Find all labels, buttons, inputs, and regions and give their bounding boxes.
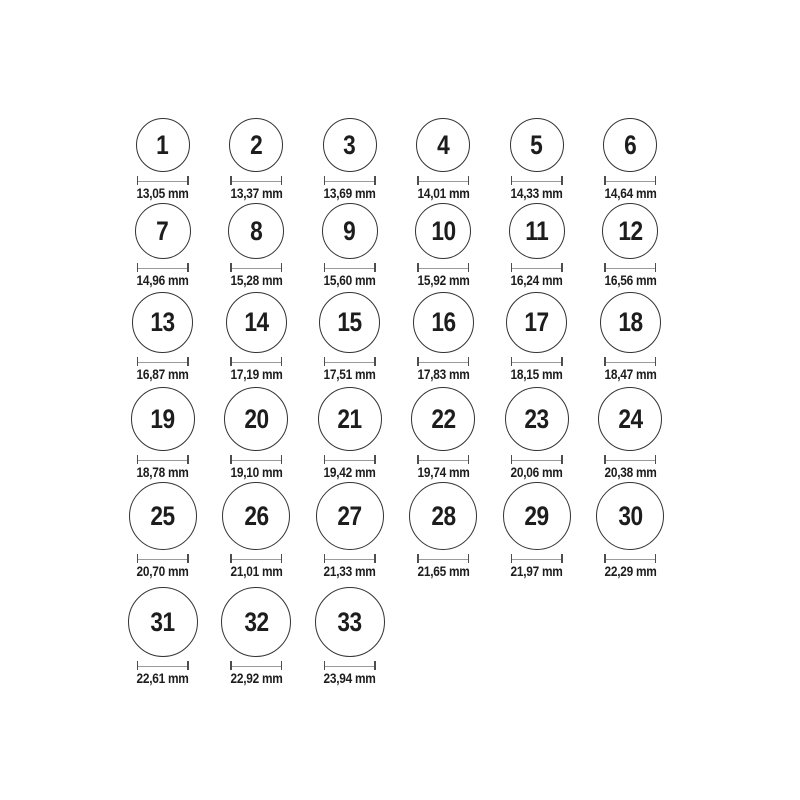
ring-size-cell <box>397 118 491 203</box>
diameter-measure <box>137 554 189 563</box>
size-circle <box>503 482 571 550</box>
size-circle <box>135 203 191 259</box>
size-circle <box>316 482 384 550</box>
diameter-label: 13,05 mm <box>136 186 189 201</box>
diameter-measure <box>324 455 376 464</box>
measure-tick-left <box>604 357 606 366</box>
diameter-label: 16,87 mm <box>136 367 189 382</box>
measure-tick-left <box>137 263 139 272</box>
measure-tick-right <box>281 263 283 272</box>
measure-tick-left <box>604 176 606 185</box>
diameter-measure <box>324 176 376 185</box>
measure-tick-right <box>281 554 283 563</box>
diameter-measure <box>324 554 376 563</box>
measure-line <box>137 181 189 183</box>
diameter-label: 13,37 mm <box>230 186 283 201</box>
size-number: 18 <box>618 307 643 337</box>
diameter-measure <box>137 263 189 272</box>
ring-size-cell <box>490 482 584 587</box>
measure-tick-right <box>561 455 563 464</box>
measure-tick-left <box>324 357 326 366</box>
diameter-measure <box>137 357 189 366</box>
measure-tick-left <box>417 357 419 366</box>
measure-tick-left <box>230 357 232 366</box>
diameter-measure <box>604 263 656 272</box>
measure-line <box>511 181 563 183</box>
diameter-label: 20,70 mm <box>136 564 189 579</box>
diameter-label: 22,92 mm <box>230 671 283 686</box>
measure-line <box>324 362 376 364</box>
measure-line <box>324 460 376 462</box>
size-number: 31 <box>150 606 175 637</box>
diameter-label: 14,96 mm <box>136 273 189 288</box>
size-number: 25 <box>150 500 175 531</box>
measure-line <box>511 460 563 462</box>
measure-tick-left <box>511 455 513 464</box>
measure-line <box>604 362 656 364</box>
diameter-label: 19,42 mm <box>323 465 376 480</box>
ring-size-cell <box>397 203 491 292</box>
size-circle <box>506 292 567 353</box>
chart-row <box>116 587 800 693</box>
diameter-measure <box>230 554 282 563</box>
measure-tick-right <box>655 357 657 366</box>
measure-tick-left <box>137 661 139 670</box>
size-circle <box>129 482 197 550</box>
diameter-measure <box>604 455 656 464</box>
measure-line <box>230 181 282 183</box>
size-circle <box>603 118 657 172</box>
diameter-label: 23,94 mm <box>323 671 376 686</box>
diameter-measure <box>230 455 282 464</box>
ring-size-cell <box>397 387 491 482</box>
diameter-measure <box>417 263 469 272</box>
size-circle <box>319 292 380 353</box>
size-number: 32 <box>244 606 269 637</box>
ring-size-cell <box>210 587 304 693</box>
diameter-label: 15,60 mm <box>323 273 376 288</box>
measure-tick-left <box>604 263 606 272</box>
size-number: 4 <box>437 129 450 160</box>
size-circle <box>128 587 198 657</box>
diameter-label: 21,65 mm <box>417 564 470 579</box>
measure-tick-right <box>374 455 376 464</box>
diameter-label: 17,19 mm <box>230 367 283 382</box>
measure-tick-right <box>187 554 189 563</box>
size-number: 15 <box>337 307 362 337</box>
measure-tick-left <box>417 176 419 185</box>
measure-line <box>324 181 376 183</box>
ring-size-cell <box>303 482 397 587</box>
measure-tick-left <box>417 554 419 563</box>
size-circle <box>318 387 382 451</box>
measure-tick-left <box>230 263 232 272</box>
size-circle <box>222 482 290 550</box>
diameter-label: 21,97 mm <box>510 564 563 579</box>
diameter-label: 14,01 mm <box>417 186 470 201</box>
diameter-measure <box>604 554 656 563</box>
measure-tick-left <box>417 455 419 464</box>
diameter-measure <box>511 554 563 563</box>
diameter-label: 18,15 mm <box>510 367 563 382</box>
measure-tick-left <box>511 263 513 272</box>
measure-tick-left <box>324 176 326 185</box>
measure-tick-left <box>511 176 513 185</box>
ring-size-cell <box>303 587 397 693</box>
measure-line <box>137 460 189 462</box>
diameter-label: 17,51 mm <box>323 367 376 382</box>
size-number: 28 <box>431 500 456 531</box>
size-number: 10 <box>431 215 456 246</box>
measure-line <box>604 460 656 462</box>
measure-tick-right <box>374 263 376 272</box>
ring-size-cell <box>584 387 678 482</box>
measure-tick-right <box>655 263 657 272</box>
diameter-measure <box>511 176 563 185</box>
measure-tick-left <box>604 455 606 464</box>
size-number: 17 <box>524 307 549 337</box>
diameter-measure <box>137 176 189 185</box>
measure-tick-left <box>137 176 139 185</box>
measure-line <box>511 362 563 364</box>
size-circle <box>602 203 658 259</box>
size-number: 16 <box>431 307 456 337</box>
size-number: 9 <box>343 215 356 246</box>
ring-size-cell <box>397 292 491 387</box>
ring-size-cell <box>210 387 304 482</box>
diameter-measure <box>324 263 376 272</box>
measure-tick-right <box>374 661 376 670</box>
measure-line <box>417 559 469 561</box>
measure-tick-left <box>230 455 232 464</box>
diameter-label: 16,24 mm <box>510 273 563 288</box>
chart-row <box>116 203 800 292</box>
measure-tick-left <box>230 661 232 670</box>
measure-tick-right <box>281 455 283 464</box>
measure-line <box>417 181 469 183</box>
ring-size-cell <box>116 387 210 482</box>
measure-tick-right <box>187 176 189 185</box>
size-number: 30 <box>618 500 643 531</box>
size-circle <box>600 292 661 353</box>
size-circle <box>132 292 193 353</box>
measure-tick-left <box>417 263 419 272</box>
diameter-measure <box>324 357 376 366</box>
ring-size-grid <box>116 0 800 693</box>
measure-tick-right <box>468 263 470 272</box>
measure-tick-left <box>230 554 232 563</box>
measure-tick-right <box>561 263 563 272</box>
diameter-measure <box>230 661 282 670</box>
measure-line <box>604 181 656 183</box>
size-number: 6 <box>624 129 637 160</box>
measure-line <box>137 362 189 364</box>
diameter-measure <box>417 176 469 185</box>
size-circle <box>413 292 474 353</box>
diameter-label: 22,61 mm <box>136 671 189 686</box>
diameter-label: 21,01 mm <box>230 564 283 579</box>
size-circle <box>416 118 470 172</box>
ring-size-cell <box>210 118 304 203</box>
measure-tick-right <box>655 554 657 563</box>
measure-tick-right <box>374 357 376 366</box>
size-circle <box>226 292 287 353</box>
measure-tick-left <box>324 554 326 563</box>
size-number: 11 <box>525 215 549 246</box>
diameter-label: 22,29 mm <box>604 564 657 579</box>
diameter-measure <box>230 176 282 185</box>
size-number: 33 <box>337 606 362 637</box>
measure-line <box>511 268 563 270</box>
measure-line <box>324 666 376 668</box>
size-number: 5 <box>530 129 543 160</box>
ring-size-cell <box>303 387 397 482</box>
measure-line <box>511 559 563 561</box>
diameter-measure <box>137 455 189 464</box>
ring-size-cell <box>303 292 397 387</box>
size-circle <box>221 587 291 657</box>
measure-line <box>604 559 656 561</box>
measure-tick-left <box>230 176 232 185</box>
measure-tick-right <box>561 176 563 185</box>
size-circle <box>136 118 190 172</box>
measure-tick-right <box>468 455 470 464</box>
size-circle <box>131 387 195 451</box>
ring-size-cell <box>303 118 397 203</box>
size-circle <box>224 387 288 451</box>
measure-tick-right <box>655 455 657 464</box>
size-number: 1 <box>156 129 169 160</box>
ring-size-cell <box>584 292 678 387</box>
size-number: 20 <box>244 403 269 434</box>
size-circle <box>415 203 471 259</box>
diameter-measure <box>604 176 656 185</box>
size-circle <box>323 118 377 172</box>
ring-size-cell <box>584 203 678 292</box>
diameter-measure <box>511 455 563 464</box>
diameter-label: 21,33 mm <box>323 564 376 579</box>
measure-tick-right <box>187 357 189 366</box>
diameter-label: 20,06 mm <box>510 465 563 480</box>
diameter-label: 18,47 mm <box>604 367 657 382</box>
diameter-measure <box>230 263 282 272</box>
measure-line <box>324 559 376 561</box>
ring-size-cell <box>397 482 491 587</box>
measure-line <box>137 268 189 270</box>
chart-row <box>116 482 800 587</box>
measure-tick-right <box>281 661 283 670</box>
measure-tick-left <box>137 357 139 366</box>
size-circle <box>409 482 477 550</box>
diameter-label: 14,33 mm <box>510 186 563 201</box>
diameter-measure <box>324 661 376 670</box>
size-number: 3 <box>343 129 356 160</box>
size-circle <box>596 482 664 550</box>
size-number: 8 <box>250 215 263 246</box>
ring-size-cell <box>210 482 304 587</box>
measure-line <box>137 559 189 561</box>
measure-line <box>230 460 282 462</box>
size-circle <box>228 203 284 259</box>
measure-line <box>417 268 469 270</box>
diameter-label: 14,64 mm <box>604 186 657 201</box>
chart-row <box>116 292 800 387</box>
diameter-measure <box>230 357 282 366</box>
measure-line <box>417 362 469 364</box>
diameter-label: 20,38 mm <box>604 465 657 480</box>
measure-tick-left <box>511 554 513 563</box>
diameter-measure <box>511 357 563 366</box>
ring-size-cell <box>584 482 678 587</box>
size-number: 27 <box>337 500 362 531</box>
ring-size-cell <box>490 387 584 482</box>
measure-tick-right <box>561 554 563 563</box>
diameter-measure <box>137 661 189 670</box>
size-number: 21 <box>337 403 362 434</box>
ring-size-cell <box>584 118 678 203</box>
measure-line <box>230 559 282 561</box>
measure-tick-right <box>187 661 189 670</box>
ring-size-cell <box>210 203 304 292</box>
ring-size-cell <box>116 482 210 587</box>
size-number: 19 <box>150 403 175 434</box>
measure-line <box>137 666 189 668</box>
measure-tick-right <box>468 176 470 185</box>
ring-size-cell <box>490 118 584 203</box>
chart-row <box>116 387 800 482</box>
measure-tick-left <box>604 554 606 563</box>
measure-tick-left <box>324 455 326 464</box>
size-circle <box>598 387 662 451</box>
diameter-measure <box>604 357 656 366</box>
ring-size-cell <box>116 292 210 387</box>
size-number: 24 <box>618 403 643 434</box>
measure-tick-right <box>281 357 283 366</box>
measure-tick-right <box>468 554 470 563</box>
measure-tick-right <box>374 176 376 185</box>
size-number: 29 <box>524 500 549 531</box>
size-circle <box>315 587 385 657</box>
size-number: 13 <box>150 307 175 337</box>
ring-size-cell <box>490 292 584 387</box>
measure-line <box>230 666 282 668</box>
diameter-label: 13,69 mm <box>323 186 376 201</box>
size-number: 14 <box>244 307 269 337</box>
size-number: 23 <box>524 403 549 434</box>
ring-size-cell <box>116 203 210 292</box>
diameter-measure <box>417 455 469 464</box>
diameter-label: 16,56 mm <box>604 273 657 288</box>
measure-tick-right <box>187 263 189 272</box>
diameter-measure <box>511 263 563 272</box>
size-number: 7 <box>156 215 169 246</box>
ring-size-cell <box>116 587 210 693</box>
measure-tick-right <box>281 176 283 185</box>
ring-size-cell <box>303 203 397 292</box>
size-circle <box>505 387 569 451</box>
chart-row <box>116 118 800 203</box>
size-circle <box>510 118 564 172</box>
measure-line <box>417 460 469 462</box>
measure-tick-left <box>511 357 513 366</box>
diameter-measure <box>417 554 469 563</box>
measure-tick-right <box>187 455 189 464</box>
measure-tick-right <box>374 554 376 563</box>
diameter-label: 15,92 mm <box>417 273 470 288</box>
measure-tick-right <box>561 357 563 366</box>
size-number: 26 <box>244 500 269 531</box>
size-circle <box>411 387 475 451</box>
measure-tick-left <box>137 554 139 563</box>
measure-line <box>230 362 282 364</box>
measure-tick-left <box>324 263 326 272</box>
ring-size-cell <box>490 203 584 292</box>
size-number: 2 <box>250 129 263 160</box>
diameter-label: 17,83 mm <box>417 367 470 382</box>
size-circle <box>509 203 565 259</box>
measure-tick-left <box>137 455 139 464</box>
diameter-measure <box>417 357 469 366</box>
diameter-label: 15,28 mm <box>230 273 283 288</box>
measure-tick-right <box>655 176 657 185</box>
size-number: 12 <box>618 215 643 246</box>
diameter-label: 18,78 mm <box>136 465 189 480</box>
diameter-label: 19,10 mm <box>230 465 283 480</box>
size-circle <box>229 118 283 172</box>
size-circle <box>322 203 378 259</box>
size-number: 22 <box>431 403 456 434</box>
measure-line <box>230 268 282 270</box>
measure-tick-left <box>324 661 326 670</box>
measure-tick-right <box>468 357 470 366</box>
measure-line <box>324 268 376 270</box>
ring-size-cell <box>210 292 304 387</box>
diameter-label: 19,74 mm <box>417 465 470 480</box>
ring-size-cell <box>116 118 210 203</box>
measure-line <box>604 268 656 270</box>
